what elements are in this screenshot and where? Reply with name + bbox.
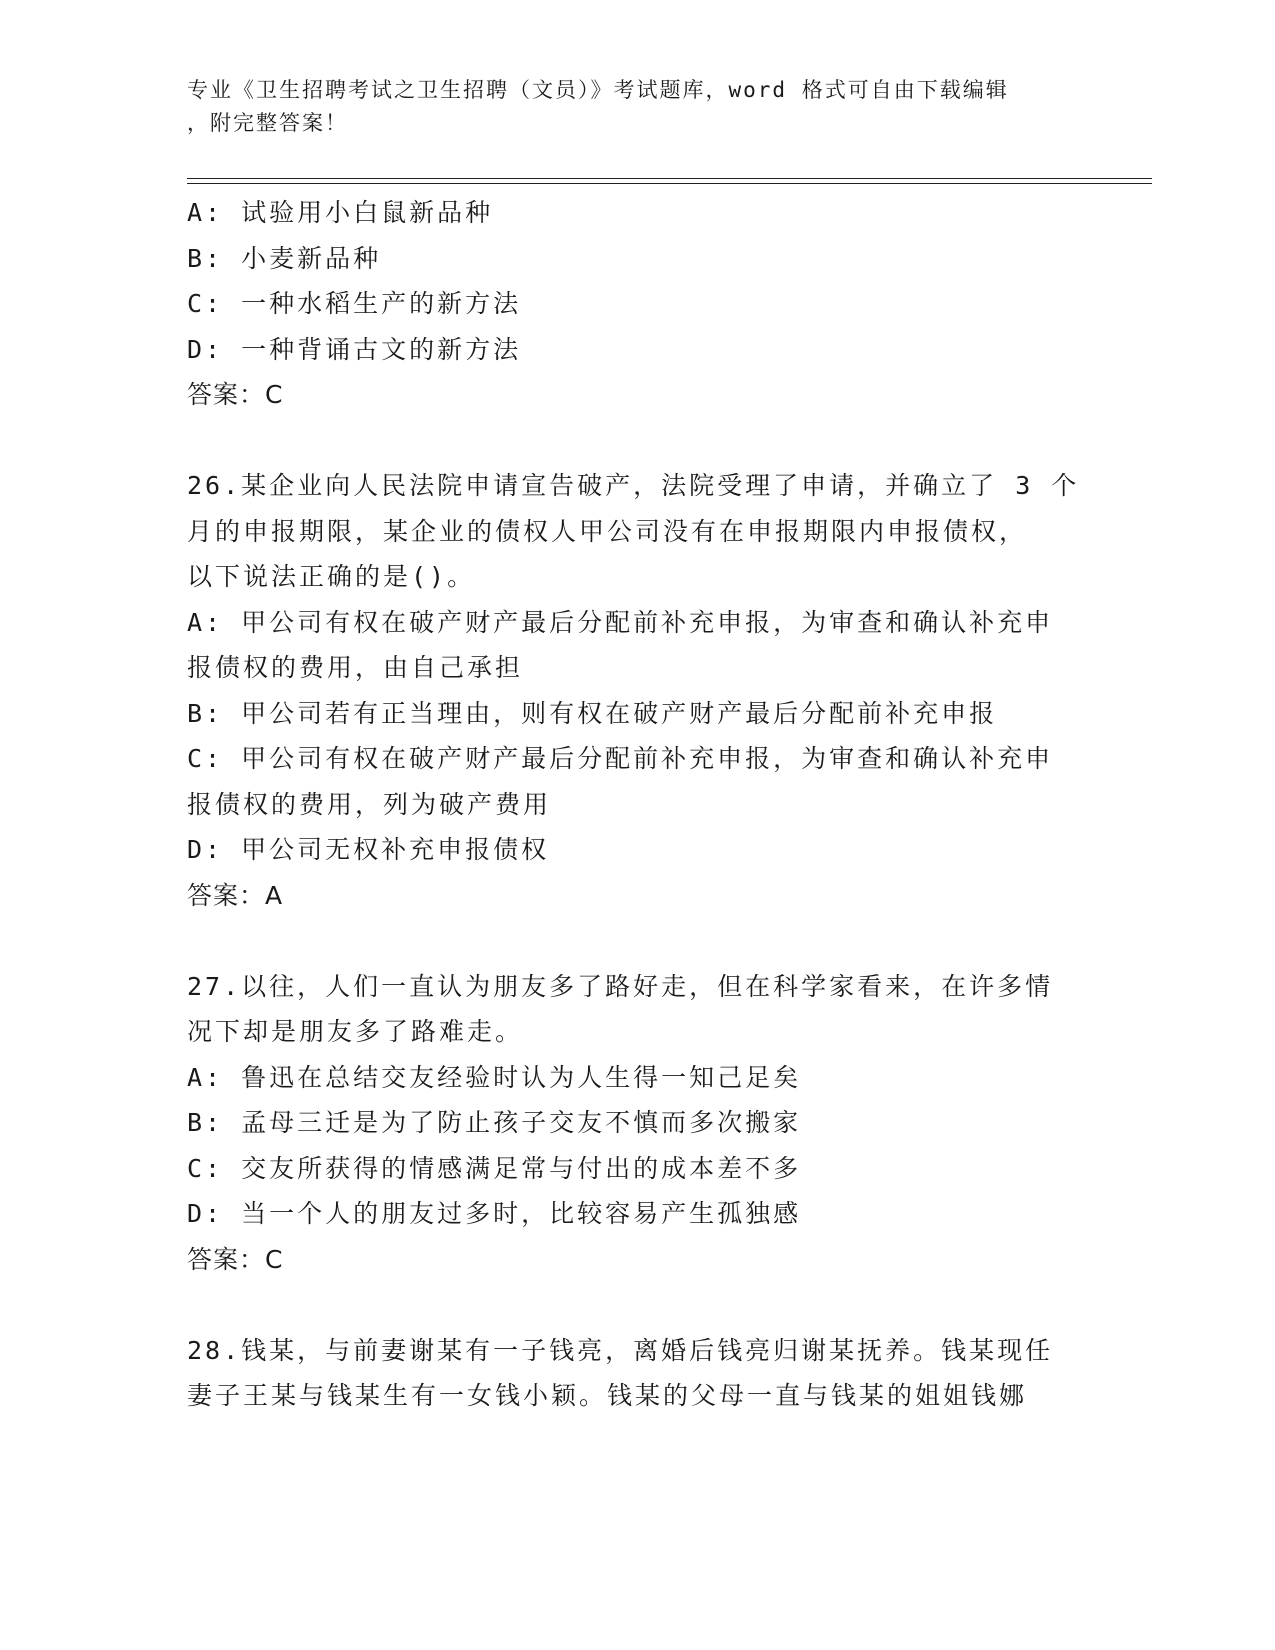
option-c: C: 交友所获得的情感满足常与付出的成本差不多 (187, 1153, 802, 1183)
header-rule-bottom (187, 183, 1152, 184)
spacer (187, 918, 1087, 964)
question-stem-line: 28.钱某，与前妻谢某有一子钱亮，离婚后钱亮归谢某抚养。钱某现任 (187, 1335, 1054, 1365)
page-header (187, 74, 1077, 140)
option-c: C: 一种水稻生产的新方法 (187, 289, 522, 318)
option-a: A: 试验用小白鼠新品种 (187, 198, 494, 227)
question-25 (187, 190, 1087, 418)
question-stem-line: 月的申报期限，某企业的债权人甲公司没有在申报期限内申报债权， (187, 516, 1028, 546)
header-rule-top (187, 178, 1152, 179)
option-c-continued: 报债权的费用，列为破产费用 (187, 789, 552, 819)
option-a: A: 鲁迅在总结交友经验时认为人生得一知己足矣 (187, 1062, 802, 1092)
option-b: B: 小麦新品种 (187, 243, 382, 273)
question-26 (187, 463, 1087, 918)
header-line-2: ，附完整答案！ (187, 111, 348, 135)
option-c: C: 甲公司有权在破产财产最后分配前补充申报，为审查和确认补充申 (187, 744, 1054, 773)
question-stem-line: 26.某企业向人民法院申请宣告破产，法院受理了申请，并确立了 3 个 (187, 471, 1080, 500)
option-d: D: 当一个人的朋友过多时，比较容易产生孤独感 (187, 1199, 802, 1228)
question-27 (187, 964, 1087, 1283)
option-b: B: 甲公司若有正当理由，则有权在破产财产最后分配前补充申报 (187, 698, 998, 728)
question-stem-line: 妻子王某与钱某生有一女钱小颖。钱某的父母一直与钱某的姐姐钱娜 (187, 1381, 1028, 1410)
header-line-1: 专业《卫生招聘考试之卫生招聘（文员）》考试题库，word 格式可自由下载编辑 (187, 78, 1009, 102)
option-d: D: 一种背诵古文的新方法 (187, 334, 522, 364)
option-a-continued: 报债权的费用，由自己承担 (187, 653, 524, 682)
question-stem-line: 况下却是朋友多了路难走。 (187, 1017, 524, 1046)
answer: 答案：A (187, 880, 284, 910)
question-stem-line: 以下说法正确的是()。 (187, 562, 476, 591)
option-a: A: 甲公司有权在破产财产最后分配前补充申报，为审查和确认补充申 (187, 607, 1054, 637)
question-28 (187, 1328, 1087, 1419)
answer: 答案：C (187, 1244, 284, 1274)
question-content (187, 190, 1087, 1419)
question-stem-line: 27.以往，人们一直认为朋友多了路好走，但在科学家看来，在许多情 (187, 971, 1054, 1001)
spacer (187, 418, 1087, 464)
spacer (187, 1282, 1087, 1328)
answer: 答案：C (187, 380, 284, 409)
option-d: D: 甲公司无权补充申报债权 (187, 835, 550, 864)
option-b: B: 孟母三迁是为了防止孩子交友不慎而多次搬家 (187, 1108, 802, 1137)
